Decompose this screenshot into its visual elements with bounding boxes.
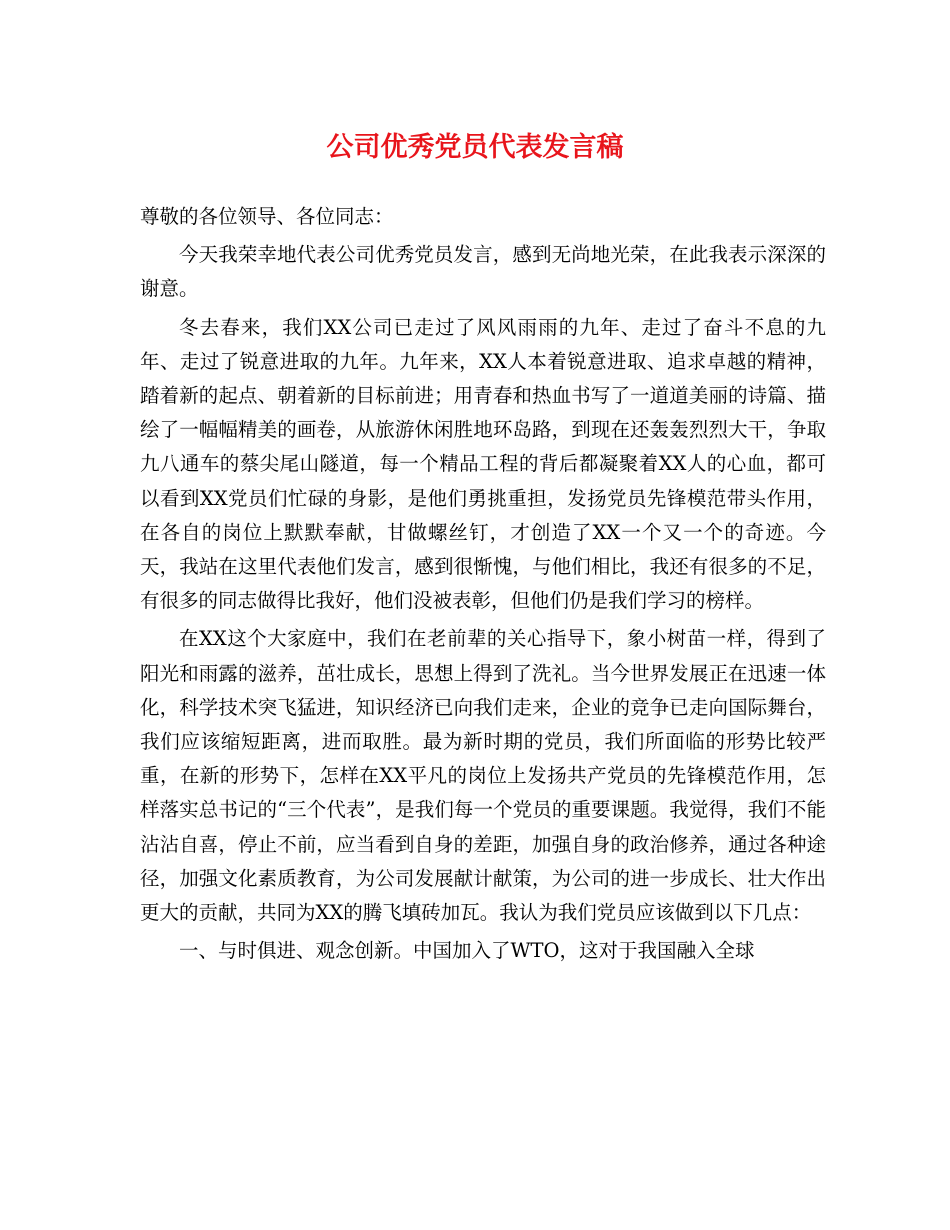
greeting-line: 尊敬的各位领导、各位同志： xyxy=(140,205,394,228)
paragraph-2: 冬去春来，我们XX公司已走过了风风雨雨的九年、走过了奋斗不息的九年、走过了锐意进取的九年。九年来，XX人本着锐意进取、追求卓越的精神，踏着新的起点、朝着新的目标前进；用青春和热血书写了一道道美丽的诗篇、描绘了一幅幅精美的画卷，从旅游休闲胜地环岛路，到现在还轰轰烈烈大干，争取九八通车的蔡尖尾山隧道，每一个精品工程的背后都凝聚着XX人的心血，都可以看到XX党员们忙碌的身影，是他们勇挑重担，发扬党员先锋模范带头作用，在各自的岗位上默默奉献，甘做螺丝钉，才创造了XX一个又一个的奇迹。今天，我站在这里代表他们发言，感到很惭愧，与他们相比，我还有很多的不足，有很多的同志做得比我好，他们没被表彰，但他们仍是我们学习的榜样。 xyxy=(140,315,826,613)
document-body xyxy=(140,200,826,972)
paragraph-3: 在XX这个大家庭中，我们在老前辈的关心指导下，象小树苗一样，得到了阳光和雨露的滋养，茁壮成长，思想上得到了洗礼。当今世界发展正在迅速一体化，科学技术突飞猛进，知识经济已向我们走来，企业的竞争已走向国际舞台，我们应该缩短距离，进而取胜。最为新时期的党员，我们所面临的形势比较严重，在新的形势下，怎样在XX平凡的岗位上发扬共产党员的先锋模范作用，怎样落实总书记的“三个代表”，是我们每一个党员的重要课题。我觉得，我们不能沾沾自喜，停止不前，应当看到自身的差距，加强自身的政治修养，通过各种途径，加强文化素质教育，为公司发展献计献策，为公司的进一步成长、壮大作出更大的贡献，共同为XX的腾飞填砖加瓦。我认为我们党员应该做到以下几点： xyxy=(140,627,826,925)
paragraph-4: 一、与时俱进、观念创新。中国加入了WTO，这对于我国融入全球 xyxy=(179,939,755,963)
document-title: 公司优秀党员代表发言稿 xyxy=(326,132,624,163)
paragraph-1: 今天我荣幸地代表公司优秀党员发言，感到无尚地光荣，在此我表示深深的谢意。 xyxy=(140,243,826,301)
